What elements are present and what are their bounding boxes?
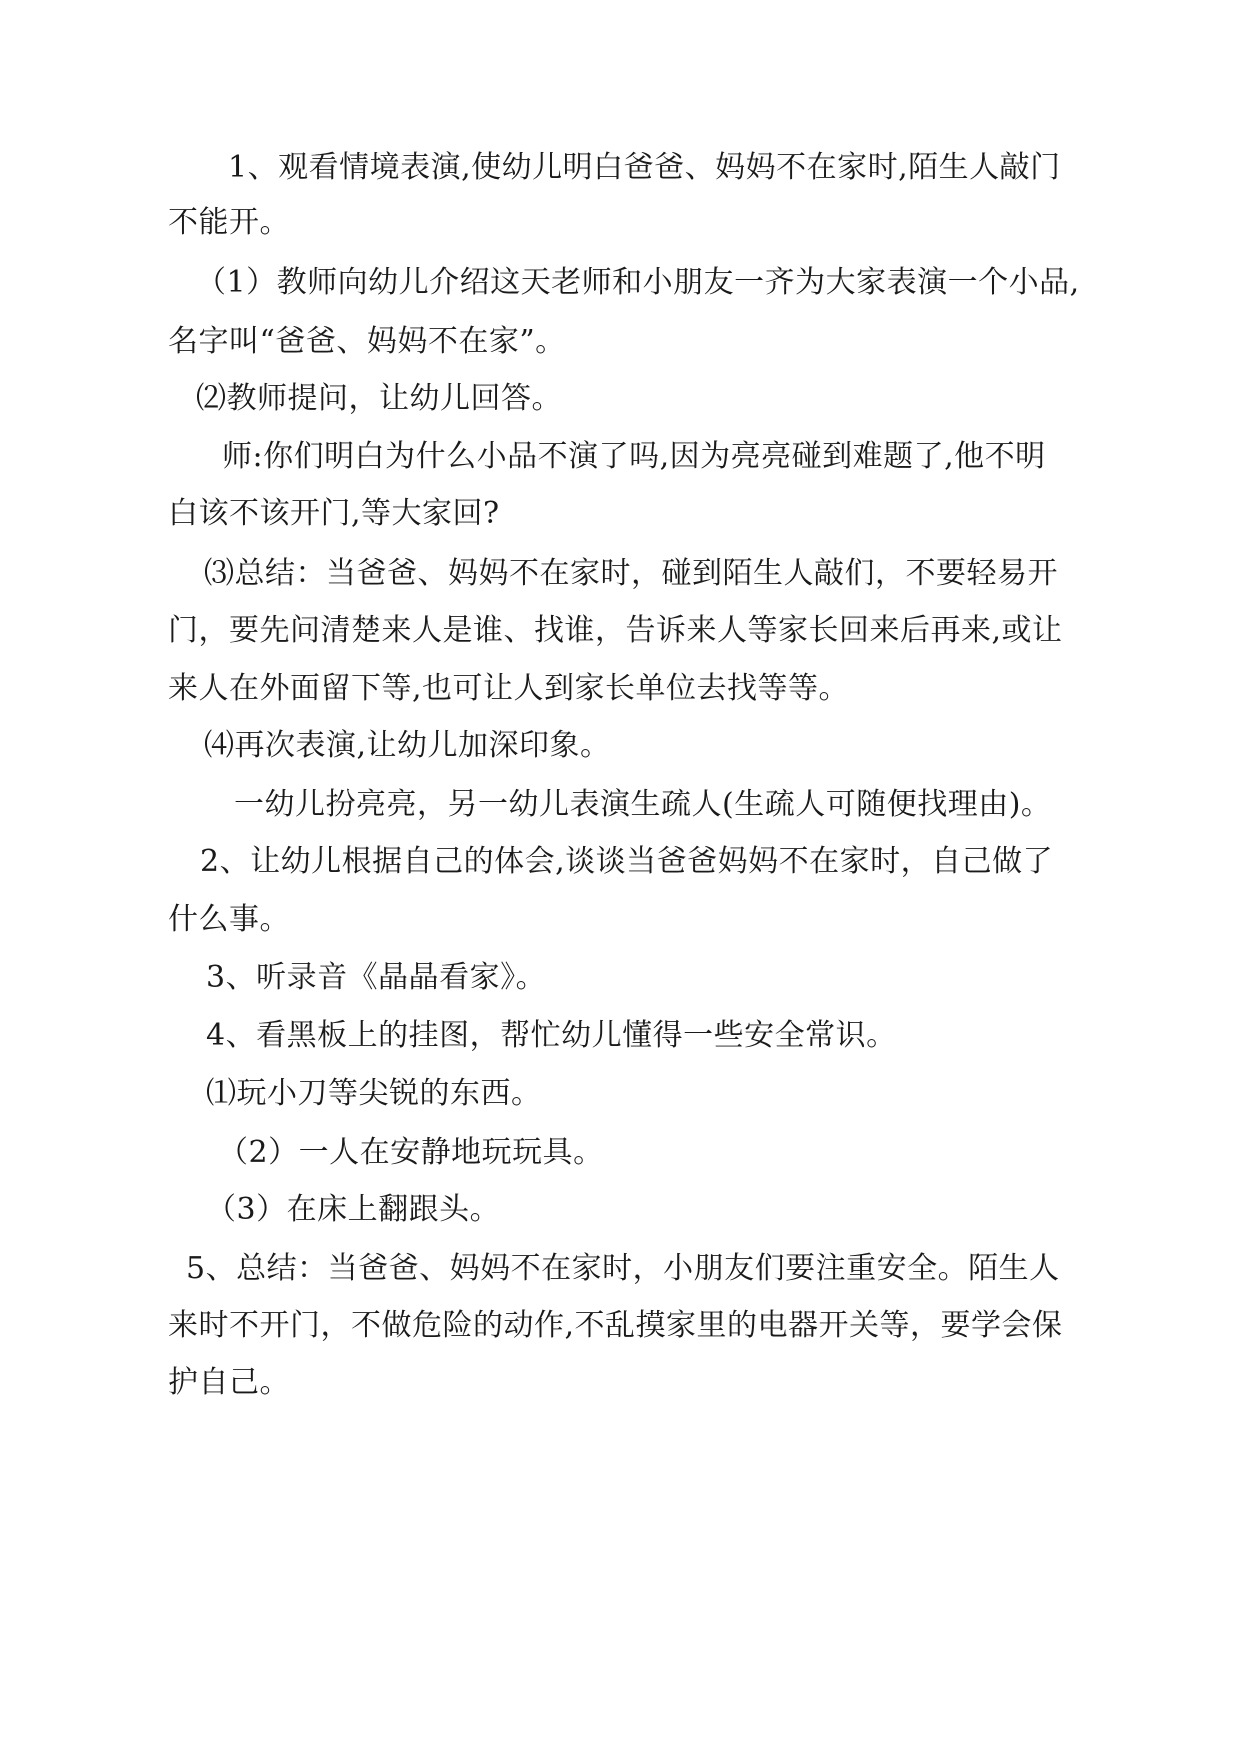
paragraph-line: 师:你们明白为什么小品不演了吗,因为亮亮碰到难题了,他不明 — [222, 439, 1046, 474]
paragraph-line: 不能开。 — [168, 205, 290, 240]
paragraph-line: （2）一人在安静地玩玩具。 — [218, 1135, 604, 1170]
paragraph-line: ⑷再次表演,让幼儿加深印象。 — [204, 728, 611, 763]
paragraph-line: 护自己。 — [168, 1365, 290, 1400]
paragraph-line: 5、总结：当爸爸、妈妈不在家时，小朋友们要注重安全。陌生人 — [186, 1251, 1060, 1286]
paragraph-line: 4、看黑板上的挂图，帮忙幼儿懂得一些安全常识。 — [206, 1018, 897, 1053]
paragraph-line: 1、观看情境表演,使幼儿明白爸爸、妈妈不在家时,陌生人敲门 — [228, 150, 1061, 185]
paragraph-line: 名字叫“爸爸、妈妈不在家”。 — [168, 324, 566, 359]
paragraph-line: 2、让幼儿根据自己的体会,谈谈当爸爸妈妈不在家时，自己做了 — [200, 844, 1054, 879]
paragraph-line: ⑴玩小刀等尖锐的东西。 — [206, 1076, 542, 1111]
paragraph-line: ⑵教师提问，让幼儿回答。 — [196, 381, 562, 416]
paragraph-line: （3）在床上翻跟头。 — [206, 1192, 501, 1227]
paragraph-line: 门，要先问清楚来人是谁、找谁，告诉来人等家长回来后再来,或让 — [168, 613, 1063, 648]
paragraph-line: 白该不该开门,等大家回? — [168, 496, 500, 531]
paragraph-line: （1）教师向幼儿介绍这天老师和小朋友一齐为大家表演一个小品, — [196, 265, 1080, 300]
paragraph-line: 来时不开门，不做危险的动作,不乱摸家里的电器开关等，要学会保 — [168, 1308, 1063, 1343]
paragraph-line: 什么事。 — [168, 902, 290, 937]
paragraph-line: 3、听录音《晶晶看家》。 — [206, 960, 547, 995]
paragraph-line: ⑶总结：当爸爸、妈妈不在家时，碰到陌生人敲们，不要轻易开 — [204, 556, 1058, 591]
paragraph-line: 一幼儿扮亮亮，另一幼儿表演生疏人(生疏人可随便找理由)。 — [234, 787, 1052, 822]
paragraph-line: 来人在外面留下等,也可让人到家长单位去找等等。 — [168, 671, 850, 706]
